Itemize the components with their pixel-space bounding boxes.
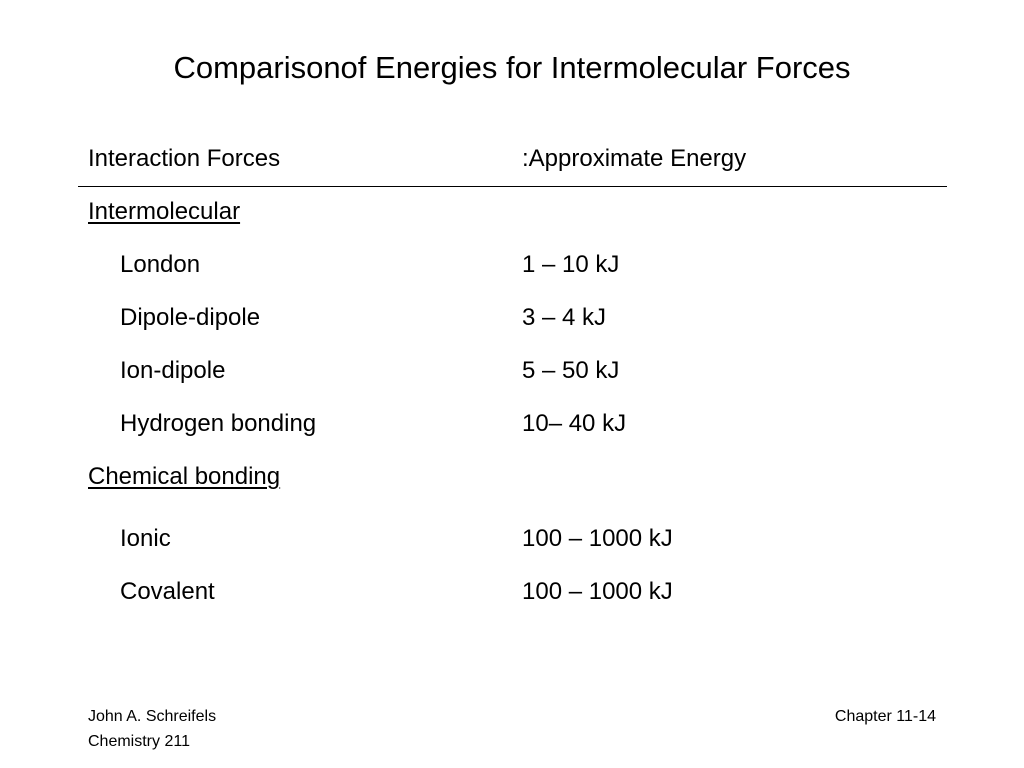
table-row-energy: 3 – 4 kJ	[522, 304, 607, 331]
footer-author: John A. Schreifels	[88, 708, 217, 725]
column-header-energy: :Approximate Energy	[522, 145, 747, 172]
footer-page-number: Chapter 11-14	[834, 708, 936, 725]
table-row-force: London	[120, 251, 201, 278]
table-row-energy: 1 – 10 kJ	[522, 251, 620, 278]
header-divider	[78, 186, 947, 187]
slide-title: Comparisonof Energies for Intermolecular Forces	[173, 50, 851, 85]
table-row-energy: 100 – 1000 kJ	[522, 525, 673, 552]
table-row-force: Ionic	[120, 525, 171, 552]
column-header-forces: Interaction Forces	[88, 145, 281, 172]
table-row-force: Ion-dipole	[120, 357, 226, 384]
table-row-energy: 100 – 1000 kJ	[522, 578, 673, 605]
table-row-energy: 10– 40 kJ	[522, 410, 627, 437]
table-row-force: Covalent	[120, 578, 215, 605]
table-row-energy: 5 – 50 kJ	[522, 357, 620, 384]
section-label-chemical-bonding: Chemical bonding	[88, 463, 281, 490]
section-label-intermolecular: Intermolecular	[88, 198, 241, 225]
table-row-force: Hydrogen bonding	[120, 410, 317, 437]
footer-course: Chemistry 211	[88, 733, 190, 750]
table-row-force: Dipole-dipole	[120, 304, 261, 331]
